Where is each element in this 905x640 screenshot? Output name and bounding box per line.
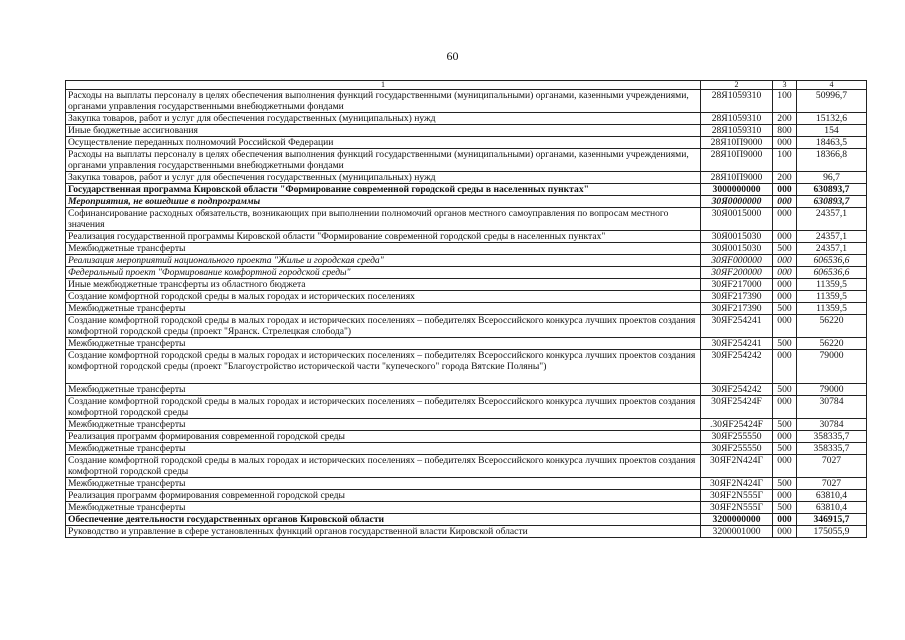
row-name: Межбюджетные трансферты <box>66 419 701 431</box>
row-name: Межбюджетные трансферты <box>66 384 701 396</box>
row-name: Федеральный проект "Формирование комфортной городской среды" <box>66 267 701 279</box>
page-number: 60 <box>446 49 459 63</box>
row-amount: 18463,5 <box>797 137 867 149</box>
row-kind: 000 <box>773 514 797 526</box>
row-code: .30ЯF25424F <box>701 419 773 431</box>
column-number-row <box>66 81 867 90</box>
row-kind: 000 <box>773 396 797 419</box>
row-amount: 358335,7 <box>797 443 867 455</box>
table-row <box>66 396 867 419</box>
row-name: Реализация программ формирования современной городской среды <box>66 490 701 502</box>
row-name: Создание комфортной городской среды в малых городах и исторических поселениях – победителях Всероссийского конкурса лучших проектов создания комфортной городской среды (проект "Благоустройство исторической части "купеческого" города Вятские Поляны") <box>66 350 701 384</box>
row-kind: 000 <box>773 431 797 443</box>
table-row <box>66 514 867 526</box>
row-code: 30ЯF217390 <box>701 291 773 303</box>
row-kind: 500 <box>773 384 797 396</box>
row-amount: 7027 <box>797 478 867 490</box>
row-amount: 358335,7 <box>797 431 867 443</box>
row-code: 30ЯF217390 <box>701 303 773 315</box>
table-row <box>66 125 867 137</box>
row-kind: 100 <box>773 90 797 113</box>
row-amount: 630893,7 <box>797 196 867 208</box>
row-kind: 200 <box>773 172 797 184</box>
row-kind: 500 <box>773 478 797 490</box>
row-code: 30ЯF2N424Г <box>701 455 773 478</box>
row-kind: 500 <box>773 243 797 255</box>
row-kind: 500 <box>773 338 797 350</box>
row-name: Межбюджетные трансферты <box>66 478 701 490</box>
row-kind: 200 <box>773 113 797 125</box>
row-amount: 24357,1 <box>797 243 867 255</box>
table-row <box>66 526 867 538</box>
row-kind: 000 <box>773 137 797 149</box>
table-row <box>66 338 867 350</box>
table-row <box>66 478 867 490</box>
row-kind: 000 <box>773 526 797 538</box>
row-code: 30ЯF254242 <box>701 384 773 396</box>
table-row <box>66 291 867 303</box>
row-amount: 79000 <box>797 384 867 396</box>
table-row <box>66 243 867 255</box>
row-amount: 11359,5 <box>797 303 867 315</box>
table-row <box>66 255 867 267</box>
row-kind: 000 <box>773 315 797 338</box>
row-code: 28Я1059310 <box>701 113 773 125</box>
budget-table-body <box>66 81 867 538</box>
row-name: Межбюджетные трансферты <box>66 338 701 350</box>
row-name: Закупка товаров, работ и услуг для обеспечения государственных (муниципальных) нужд <box>66 172 701 184</box>
row-name: Реализация мероприятий национального проекта "Жилье и городская среда" <box>66 255 701 267</box>
row-amount: 11359,5 <box>797 279 867 291</box>
table-row <box>66 279 867 291</box>
row-kind: 000 <box>773 267 797 279</box>
table-row <box>66 431 867 443</box>
row-amount: 30784 <box>797 419 867 431</box>
row-kind: 000 <box>773 208 797 231</box>
row-name: Межбюджетные трансферты <box>66 243 701 255</box>
table-row <box>66 90 867 113</box>
row-code: 30ЯF255550 <box>701 431 773 443</box>
row-amount: 154 <box>797 125 867 137</box>
row-name: Создание комфортной городской среды в малых городах и исторических поселениях – победителях Всероссийского конкурса лучших проектов создания комфортной городской среды <box>66 396 701 419</box>
row-name: Государственная программа Кировской области "Формирование современной городской среды в населенных пунктах" <box>66 184 701 196</box>
row-kind: 000 <box>773 350 797 384</box>
row-amount: 56220 <box>797 338 867 350</box>
table-row <box>66 208 867 231</box>
row-name: Создание комфортной городской среды в малых городах и исторических поселениях – победителях Всероссийского конкурса лучших проектов создания комфортной городской среды <box>66 455 701 478</box>
table-row <box>66 137 867 149</box>
row-code: 30ЯF2N555Г <box>701 490 773 502</box>
row-name: Руководство и управление в сфере установленных функций органов государственной власти Кировской области <box>66 526 701 538</box>
table-row <box>66 455 867 478</box>
row-amount: 630893,7 <box>797 184 867 196</box>
row-name: Обеспечение деятельности государственных органов Кировской области <box>66 514 701 526</box>
table-row <box>66 315 867 338</box>
row-kind: 000 <box>773 196 797 208</box>
table-row <box>66 384 867 396</box>
column-number-amount: 4 <box>797 81 867 90</box>
row-kind: 800 <box>773 125 797 137</box>
row-name: Мероприятия, не вошедшие в подпрограммы <box>66 196 701 208</box>
row-amount: 18366,8 <box>797 149 867 172</box>
row-amount: 30784 <box>797 396 867 419</box>
table-row <box>66 113 867 125</box>
budget-table <box>65 80 867 538</box>
row-code: 30ЯF25424F <box>701 396 773 419</box>
row-amount: 79000 <box>797 350 867 384</box>
row-name: Создание комфортной городской среды в малых городах и исторических поселениях <box>66 291 701 303</box>
row-code: 28Я1059310 <box>701 90 773 113</box>
row-name: Софинансирование расходных обязательств, возникающих при выполнении полномочий органов местного самоуправления по вопросам местного значения <box>66 208 701 231</box>
row-name: Межбюджетные трансферты <box>66 303 701 315</box>
table-row <box>66 350 867 384</box>
row-kind: 000 <box>773 184 797 196</box>
row-code: 3200001000 <box>701 526 773 538</box>
row-kind: 000 <box>773 490 797 502</box>
row-code: 30Я0015030 <box>701 231 773 243</box>
row-code: 30Я0015030 <box>701 243 773 255</box>
row-name: Межбюджетные трансферты <box>66 502 701 514</box>
table-row <box>66 419 867 431</box>
row-name: Межбюджетные трансферты <box>66 443 701 455</box>
row-code: 30ЯF200000 <box>701 267 773 279</box>
row-code: 30ЯF254241 <box>701 315 773 338</box>
row-code: 28Я10П9000 <box>701 172 773 184</box>
table-row <box>66 267 867 279</box>
row-kind: 500 <box>773 419 797 431</box>
row-amount: 11359,5 <box>797 291 867 303</box>
row-amount: 96,7 <box>797 172 867 184</box>
row-code: 30ЯF000000 <box>701 255 773 267</box>
row-kind: 000 <box>773 231 797 243</box>
row-name: Расходы на выплаты персоналу в целях обеспечения выполнения функций государственными (муниципальными) органами, казенными учреждениями, органами управления государственными внебюджетными фондами <box>66 149 701 172</box>
row-name: Реализация программ формирования современной городской среды <box>66 431 701 443</box>
row-code: 28Я10П9000 <box>701 137 773 149</box>
row-amount: 63810,4 <box>797 502 867 514</box>
row-code: 30Я0000000 <box>701 196 773 208</box>
row-code: 30ЯF254241 <box>701 338 773 350</box>
row-amount: 24357,1 <box>797 208 867 231</box>
table-row <box>66 443 867 455</box>
row-name: Иные бюджетные ассигнования <box>66 125 701 137</box>
row-code: 30ЯF254242 <box>701 350 773 384</box>
row-amount: 175055,9 <box>797 526 867 538</box>
row-name: Осуществление переданных полномочий Российской Федерации <box>66 137 701 149</box>
row-name: Иные межбюджетные трансферты из областного бюджета <box>66 279 701 291</box>
row-amount: 63810,4 <box>797 490 867 502</box>
table-row <box>66 502 867 514</box>
row-name: Реализация государственной программы Кировской области "Формирование современной городской среды в населенных пунктах" <box>66 231 701 243</box>
column-number-kind: 3 <box>773 81 797 90</box>
row-code: 30ЯF2N424Г <box>701 478 773 490</box>
row-kind: 500 <box>773 502 797 514</box>
row-name: Закупка товаров, работ и услуг для обеспечения государственных (муниципальных) нужд <box>66 113 701 125</box>
row-amount: 24357,1 <box>797 231 867 243</box>
column-number-name: 1 <box>66 81 701 90</box>
table-row <box>66 490 867 502</box>
table-row <box>66 172 867 184</box>
row-kind: 500 <box>773 443 797 455</box>
table-row <box>66 184 867 196</box>
row-name: Расходы на выплаты персоналу в целях обеспечения выполнения функций государственными (муниципальными) органами, казенными учреждениями, органами управления государственными внебюджетными фондами <box>66 90 701 113</box>
row-code: 30Я0015000 <box>701 208 773 231</box>
row-amount: 606536,6 <box>797 267 867 279</box>
row-kind: 500 <box>773 303 797 315</box>
table-row <box>66 196 867 208</box>
table-row <box>66 231 867 243</box>
row-code: 3200000000 <box>701 514 773 526</box>
row-code: 3000000000 <box>701 184 773 196</box>
row-code: 28Я10П9000 <box>701 149 773 172</box>
row-amount: 606536,6 <box>797 255 867 267</box>
row-amount: 50996,7 <box>797 90 867 113</box>
column-number-code: 2 <box>701 81 773 90</box>
row-code: 30ЯF255550 <box>701 443 773 455</box>
row-amount: 15132,6 <box>797 113 867 125</box>
row-amount: 7027 <box>797 455 867 478</box>
row-kind: 000 <box>773 455 797 478</box>
row-amount: 346915,7 <box>797 514 867 526</box>
row-kind: 000 <box>773 291 797 303</box>
row-amount: 56220 <box>797 315 867 338</box>
row-name: Создание комфортной городской среды в малых городах и исторических поселениях – победителях Всероссийского конкурса лучших проектов создания комфортной городской среды (проект "Яранск. Стрелецкая слобода") <box>66 315 701 338</box>
table-row <box>66 149 867 172</box>
table-row <box>66 303 867 315</box>
row-kind: 000 <box>773 255 797 267</box>
row-kind: 000 <box>773 279 797 291</box>
row-code: 30ЯF2N555Г <box>701 502 773 514</box>
row-code: 30ЯF217000 <box>701 279 773 291</box>
row-code: 28Я1059310 <box>701 125 773 137</box>
row-kind: 100 <box>773 149 797 172</box>
